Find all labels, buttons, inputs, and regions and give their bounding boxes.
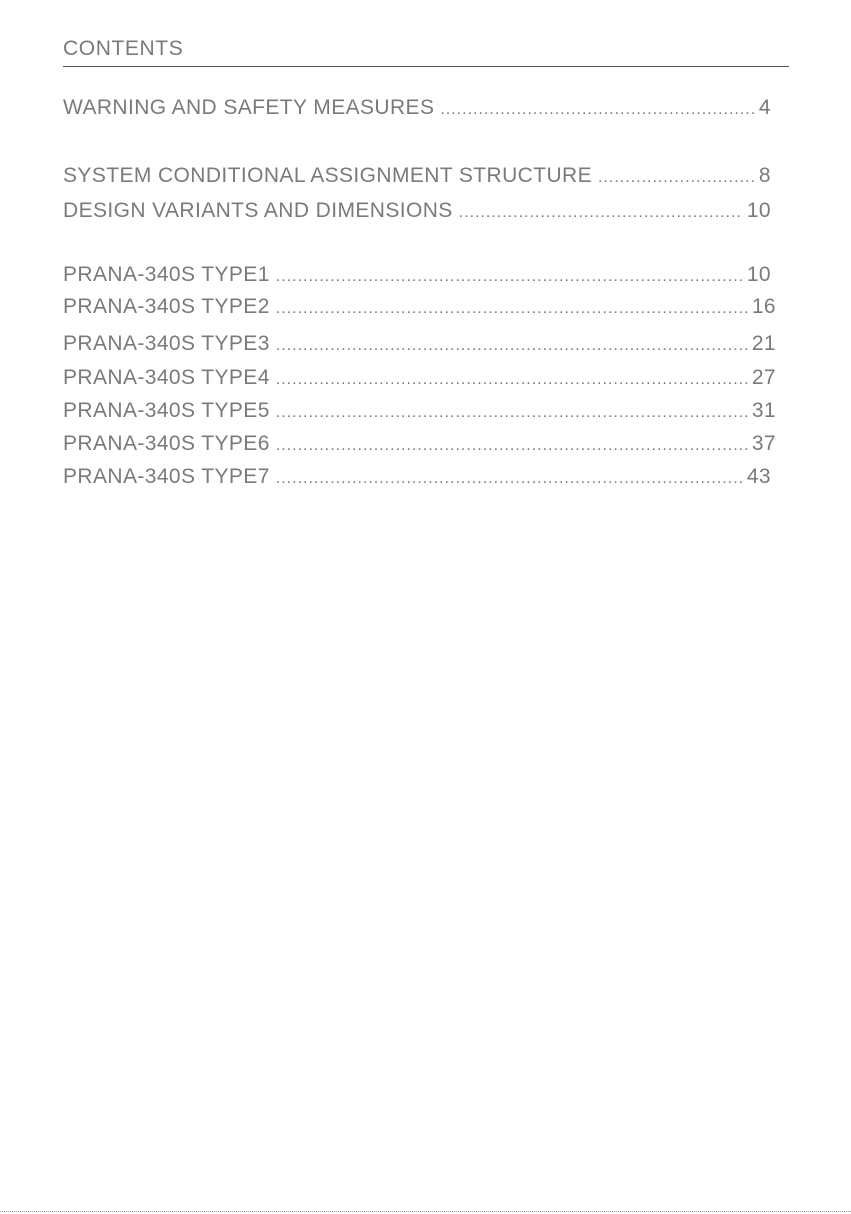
toc-entry-title: PRANA-340S TYPE6 — [63, 432, 270, 455]
toc-entry-type2[interactable] — [63, 292, 776, 322]
toc-entry-type7[interactable] — [63, 462, 771, 492]
toc-entry-page: 43 — [746, 465, 771, 488]
toc-entry-page: 8 — [758, 164, 771, 187]
heading-underline — [63, 66, 789, 67]
toc-entry-page: 27 — [751, 366, 776, 389]
toc-entry-warning-safety[interactable] — [63, 93, 771, 123]
toc-dot-leader — [276, 398, 748, 426]
toc-entry-title: PRANA-340S TYPE7 — [63, 465, 270, 488]
toc-dot-leader — [276, 294, 748, 322]
toc-entry-type3[interactable] — [63, 329, 776, 359]
toc-entry-title: PRANA-340S TYPE1 — [63, 263, 270, 286]
toc-entry-title: SYSTEM CONDITIONAL ASSIGNMENT STRUCTURE — [63, 164, 592, 187]
toc-dot-leader — [459, 198, 743, 226]
toc-entry-type4[interactable] — [63, 363, 776, 393]
toc-dot-leader — [276, 365, 748, 393]
toc-dot-leader — [440, 95, 755, 123]
toc-entry-title: WARNING AND SAFETY MEASURES — [63, 96, 435, 119]
toc-entry-system-structure[interactable] — [63, 161, 771, 191]
toc-dot-leader — [276, 262, 743, 290]
contents-heading: CONTENTS — [63, 37, 184, 60]
toc-entry-title: PRANA-340S TYPE2 — [63, 295, 270, 318]
toc-entry-page: 10 — [746, 263, 771, 286]
toc-entry-design-variants[interactable] — [63, 196, 771, 226]
page-bottom-border — [0, 1211, 851, 1212]
toc-entry-title: PRANA-340S TYPE3 — [63, 332, 270, 355]
toc-entry-type5[interactable] — [63, 396, 776, 426]
toc-entry-page: 4 — [758, 96, 771, 119]
toc-entry-title: PRANA-340S TYPE5 — [63, 399, 270, 422]
toc-entry-type6[interactable] — [63, 429, 776, 459]
toc-dot-leader — [598, 163, 755, 191]
toc-dot-leader — [276, 431, 748, 459]
toc-entry-page: 37 — [751, 432, 776, 455]
toc-entry-page: 31 — [751, 399, 776, 422]
toc-entry-type1[interactable] — [63, 260, 771, 290]
toc-entry-page: 21 — [751, 332, 776, 355]
toc-entry-page: 16 — [751, 295, 776, 318]
toc-dot-leader — [276, 464, 743, 492]
toc-entry-title: DESIGN VARIANTS AND DIMENSIONS — [63, 199, 453, 222]
toc-entry-page: 10 — [746, 199, 771, 222]
toc-dot-leader — [276, 331, 748, 359]
toc-entry-title: PRANA-340S TYPE4 — [63, 366, 270, 389]
